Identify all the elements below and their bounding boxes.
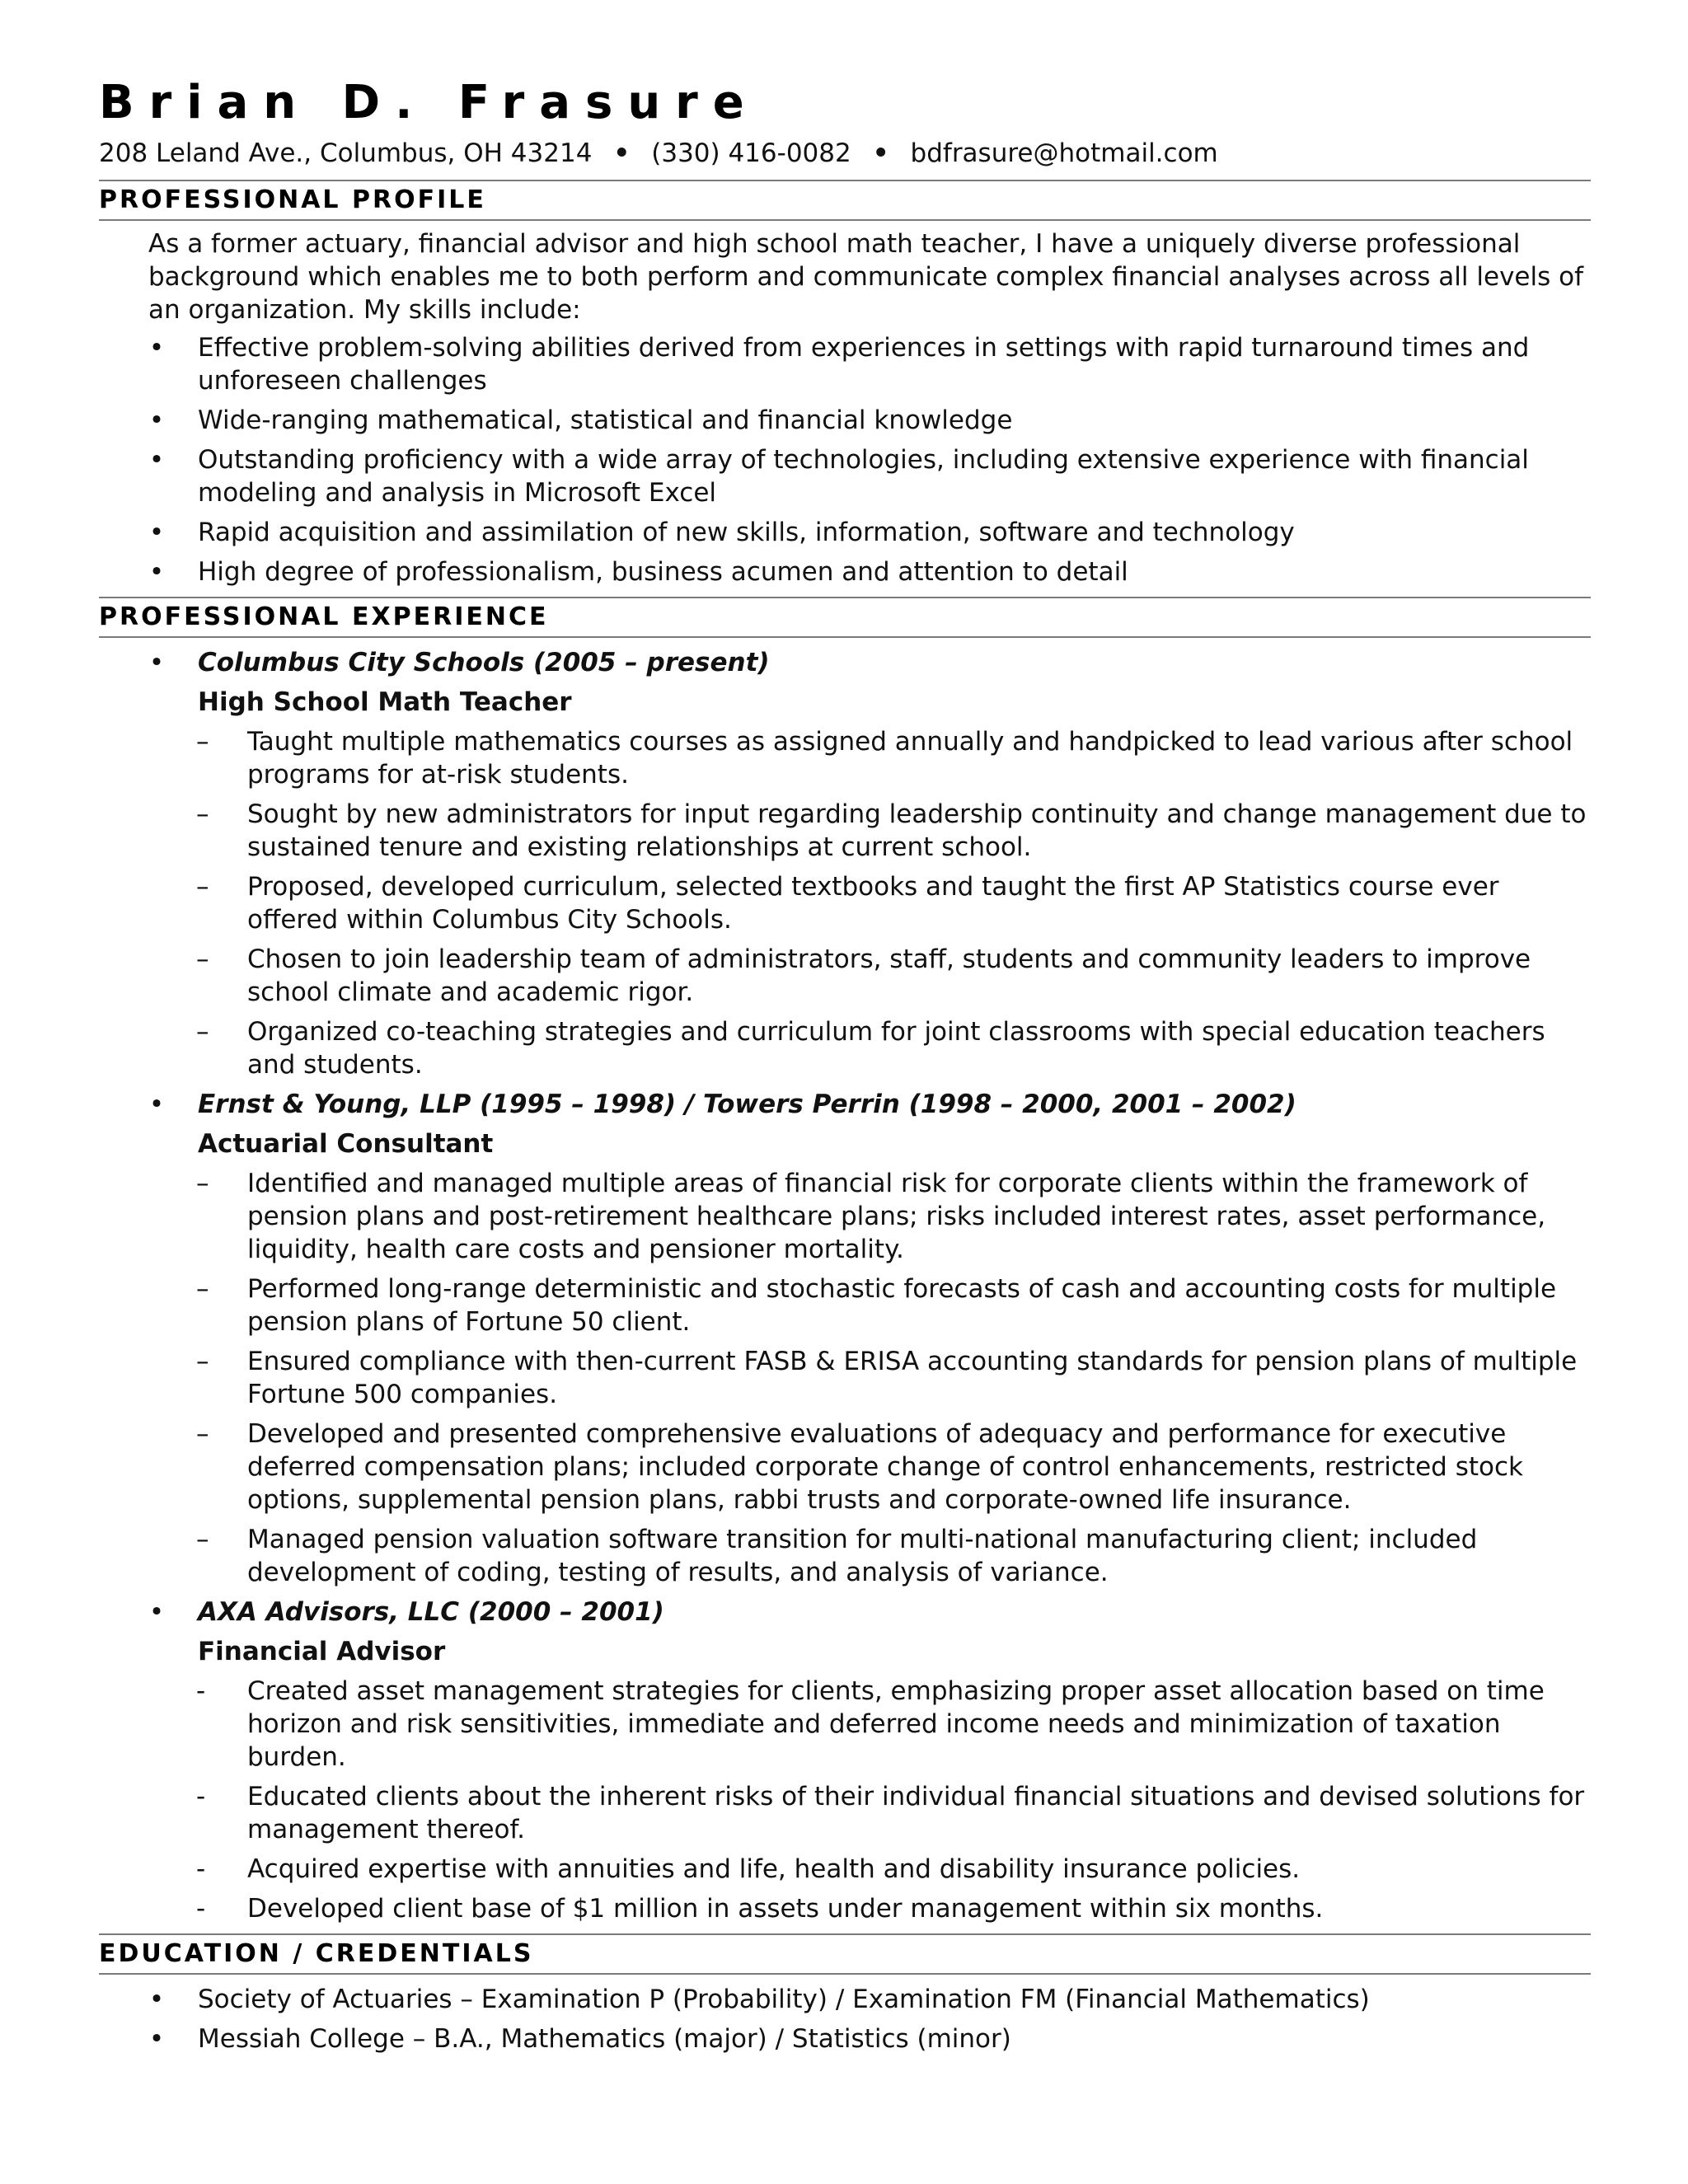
dash-icon: – bbox=[196, 872, 209, 902]
dash-icon: - bbox=[196, 1854, 206, 1884]
list-item: – Organized co-teaching strategies and curriculum for joint classrooms with special education teachers and students. bbox=[196, 1017, 1545, 1080]
duties-list bbox=[148, 1675, 1591, 1925]
bullet-icon: • bbox=[148, 1597, 165, 1627]
profile-intro: As a former actuary, financial advisor and high school math teacher, I have a uniquely diverse professional background which enables me to both perform and communicate complex financial analyses across all levels of an organization. My skills include: bbox=[148, 229, 1583, 325]
job-title: High School Math Teacher bbox=[198, 687, 572, 717]
job-employer: Ernst & Young, LLP (1995 – 1998) / Towers Perrin (1998 – 2000, 2001 – 2002) bbox=[198, 1090, 1296, 1119]
section-heading-education: EDUCATION / CREDENTIALS bbox=[99, 1933, 1591, 1975]
bullet-icon: • bbox=[148, 1090, 165, 1119]
list-item: – Taught multiple mathematics courses as assigned annually and handpicked to lead various after school programs for at-risk students. bbox=[196, 727, 1573, 790]
list-item: • High degree of professionalism, business acumen and attention to detail bbox=[148, 557, 1128, 587]
bullet-icon: • bbox=[148, 405, 165, 435]
job-employer: AXA Advisors, LLC (2000 – 2001) bbox=[198, 1597, 664, 1627]
dash-icon: – bbox=[196, 944, 209, 974]
list-item: • Wide-ranging mathematical, statistical and financial knowledge bbox=[148, 405, 1013, 435]
bullet-icon: • bbox=[148, 2024, 165, 2054]
list-item: • Messiah College – B.A., Mathematics (major) / Statistics (minor) bbox=[148, 2024, 1011, 2054]
job-title: Financial Advisor bbox=[198, 1637, 446, 1666]
resume-page bbox=[99, 74, 1591, 2062]
dash-icon: - bbox=[196, 1894, 206, 1924]
section-heading-profile: PROFESSIONAL PROFILE bbox=[99, 180, 1591, 221]
bullet-icon: • bbox=[148, 1985, 165, 2014]
job-entry bbox=[148, 646, 1591, 1081]
profile-section bbox=[99, 227, 1591, 588]
contact-line bbox=[99, 135, 1591, 171]
dash-icon: – bbox=[196, 1169, 209, 1198]
jobs-list bbox=[148, 646, 1591, 1925]
education-section bbox=[99, 1983, 1591, 2055]
list-item: - Created asset management strategies for clients, emphasizing proper asset allocation based on time horizon and risk sensitivities, immediate and deferred income needs and minimization of taxation burden. bbox=[196, 1676, 1545, 1772]
duties-list bbox=[148, 1167, 1591, 1589]
list-item: – Managed pension valuation software transition for multi-national manufacturing client; included development of coding, testing of results, and analysis of variance. bbox=[196, 1525, 1478, 1587]
address: 208 Leland Ave., Columbus, OH 43214 bbox=[99, 138, 593, 168]
list-item: – Ensured compliance with then-current FASB & ERISA accounting standards for pension plans of multiple Fortune 500 companies. bbox=[196, 1347, 1578, 1409]
email-link[interactable]: bdfrasure@hotmail.com bbox=[910, 138, 1218, 168]
phone: (330) 416-0082 bbox=[651, 138, 851, 168]
job-entry bbox=[148, 1088, 1591, 1589]
dash-icon: - bbox=[196, 1676, 206, 1706]
list-item: • Rapid acquisition and assimilation of new skills, information, software and technology bbox=[148, 518, 1295, 547]
list-item: • Effective problem-solving abilities derived from experiences in settings with rapid turnaround times and unforeseen challenges bbox=[148, 333, 1530, 396]
dash-icon: – bbox=[196, 1525, 209, 1554]
dash-icon: – bbox=[196, 1419, 209, 1449]
dash-icon: - bbox=[196, 1782, 206, 1811]
separator-bullet: • bbox=[872, 138, 889, 168]
bullet-icon: • bbox=[148, 518, 165, 547]
experience-section bbox=[99, 646, 1591, 1925]
job-title: Actuarial Consultant bbox=[198, 1129, 494, 1159]
list-item: – Performed long-range deterministic and stochastic forecasts of cash and accounting costs for multiple pension plans of Fortune 50 client. bbox=[196, 1274, 1557, 1337]
dash-icon: – bbox=[196, 1274, 209, 1304]
bullet-icon: • bbox=[148, 333, 165, 363]
list-item: • Society of Actuaries – Examination P (Probability) / Examination FM (Financial Mathematics) bbox=[148, 1985, 1370, 2014]
skills-list bbox=[148, 331, 1591, 588]
list-item: – Developed and presented comprehensive evaluations of adequacy and performance for executive deferred compensation plans; included corporate change of control enhancements, restricted stock options, supplemental pension plans, rabbi trusts and corporate-owned life insurance. bbox=[196, 1419, 1523, 1515]
duties-list bbox=[148, 725, 1591, 1081]
applicant-name: Brian D. Frasure bbox=[99, 76, 759, 129]
list-item: – Chosen to join leadership team of administrators, staff, students and community leaders to improve school climate and academic rigor. bbox=[196, 944, 1531, 1007]
dash-icon: – bbox=[196, 799, 209, 829]
education-list bbox=[148, 1983, 1591, 2055]
section-heading-experience: PROFESSIONAL EXPERIENCE bbox=[99, 597, 1591, 638]
list-item: – Proposed, developed curriculum, selected textbooks and taught the first AP Statistics course ever offered within Columbus City Schools. bbox=[196, 872, 1499, 935]
job-entry bbox=[148, 1596, 1591, 1925]
dash-icon: – bbox=[196, 727, 209, 757]
dash-icon: – bbox=[196, 1347, 209, 1376]
list-item: - Developed client base of $1 million in assets under management within six months. bbox=[196, 1894, 1324, 1924]
list-item: – Identified and managed multiple areas of financial risk for corporate clients within the framework of pension plans and post-retirement healthcare plans; risks included interest rates, asset performance, liquidity, health care costs and pensioner mortality. bbox=[196, 1169, 1546, 1264]
list-item: – Sought by new administrators for input regarding leadership continuity and change management due to sustained tenure and existing relationships at current school. bbox=[196, 799, 1587, 862]
list-item: - Educated clients about the inherent risks of their individual financial situations and devised solutions for management thereof. bbox=[196, 1782, 1585, 1844]
list-item: - Acquired expertise with annuities and life, health and disability insurance policies. bbox=[196, 1854, 1301, 1884]
job-employer: Columbus City Schools (2005 – present) bbox=[198, 648, 770, 677]
bullet-icon: • bbox=[148, 445, 165, 475]
separator-bullet: • bbox=[613, 138, 631, 168]
dash-icon: – bbox=[196, 1017, 209, 1047]
list-item: • Outstanding proficiency with a wide array of technologies, including extensive experience with financial modeling and analysis in Microsoft Excel bbox=[148, 445, 1529, 508]
bullet-icon: • bbox=[148, 648, 165, 677]
bullet-icon: • bbox=[148, 557, 165, 587]
